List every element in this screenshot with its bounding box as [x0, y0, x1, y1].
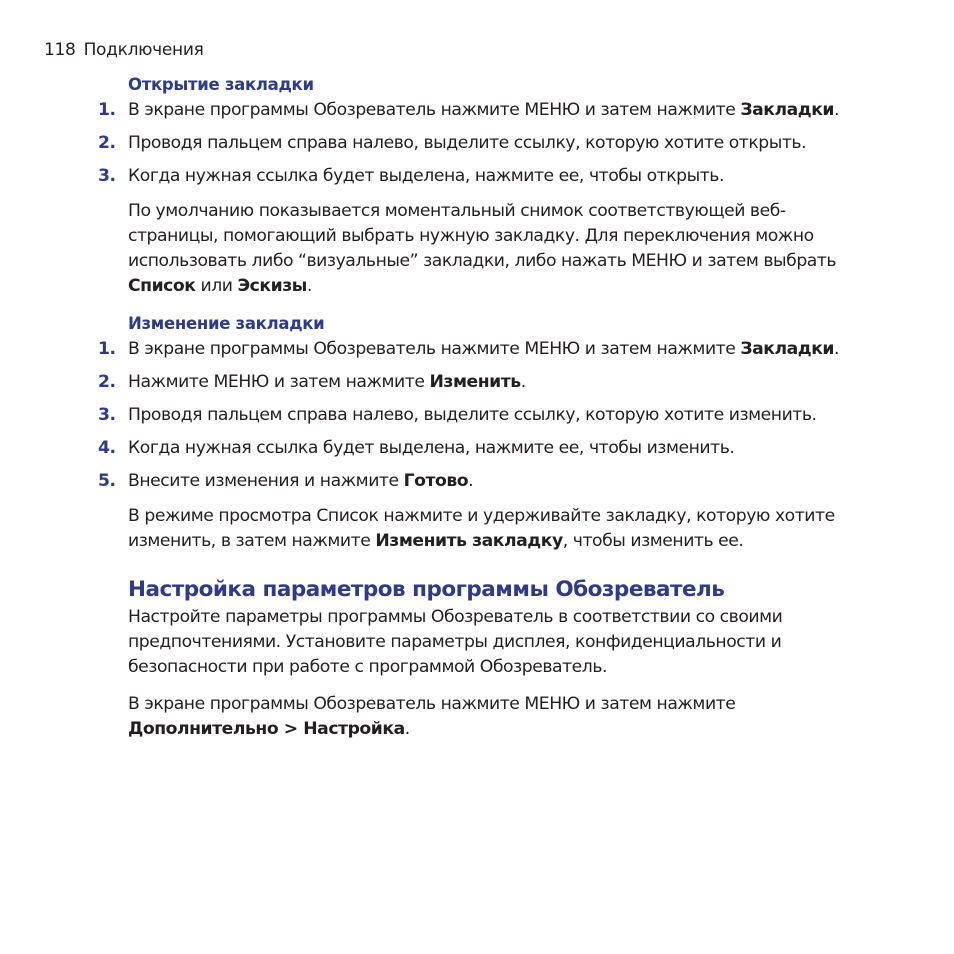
step-text: В экране программы Обозреватель нажмите МЕНЮ и затем нажмите — [128, 339, 741, 359]
step-number: 1. — [98, 339, 116, 359]
page-content — [98, 74, 868, 754]
step-bold: Закладки — [740, 100, 835, 120]
browser-settings-heading: Настройка параметров программы Обозреватель — [128, 577, 725, 602]
step-number: 2. — [98, 133, 116, 153]
step-bold: Готово — [403, 471, 469, 491]
list-item: 1. В экране программы Обозреватель нажмите МЕНЮ и затем нажмите Закладки. — [76, 337, 868, 362]
list-item: 2. Нажмите МЕНЮ и затем нажмите Изменить. — [76, 370, 868, 395]
step-text: Проводя пальцем справа налево, выделите ссылку, которую хотите изменить. — [128, 405, 817, 425]
edit-bookmark-steps — [98, 337, 868, 494]
step-number: 4. — [98, 438, 116, 458]
step-text: Когда нужная ссылка будет выделена, нажмите ее, чтобы изменить. — [128, 438, 735, 458]
step-number: 2. — [98, 372, 116, 392]
step-bold: Изменить — [429, 372, 521, 392]
step-tail: . — [834, 100, 840, 120]
open-bookmark-heading: Открытие закладки — [128, 75, 314, 94]
step-number: 3. — [98, 405, 116, 425]
edit-bookmark-heading: Изменение закладки — [128, 314, 325, 333]
section-title: Подключения — [83, 40, 204, 60]
list-item: 5. Внесите изменения и нажмите Готово. — [76, 469, 868, 494]
open-bookmark-steps — [98, 98, 868, 189]
list-item — [76, 98, 868, 123]
browser-settings-intro: Настройте параметры программы Обозреватель в соответствии со своими предпочтениями. Установите параметры дисплея, конфиденциальности и безопасности при работе с программой Обозреватель. — [128, 607, 783, 677]
open-bookmark-note: По умолчанию показывается моментальный снимок соответствующей веб-страницы, помогающий выбрать нужную закладку. Для переключения можно использовать либо “визуальные” закладки, либо нажать МЕНЮ и затем выбрать Список или Эскизы. — [128, 201, 837, 296]
step-number: 5. — [98, 471, 116, 491]
step-text: Когда нужная ссылка будет выделена, нажмите ее, чтобы открыть. — [128, 166, 724, 186]
step-text: Внесите изменения и нажмите — [128, 471, 404, 491]
edit-bookmark-note: В режиме просмотра Список нажмите и удерживайте закладку, которую хотите изменить, в затем нажмите Изменить закладку, чтобы изменить ее. — [128, 506, 835, 551]
browser-settings-instructions: В экране программы Обозреватель нажмите МЕНЮ и затем нажмите Дополнительно > Настройка. — [128, 694, 736, 739]
step-number: 3. — [98, 166, 116, 186]
step-number: 1. — [98, 100, 116, 120]
page-header — [44, 40, 204, 60]
list-item — [76, 131, 868, 156]
step-bold: Закладки — [740, 339, 835, 359]
list-item — [76, 164, 868, 189]
page-number: 118 — [44, 40, 76, 60]
list-item — [76, 403, 868, 428]
step-text: В экране программы Обозреватель нажмите МЕНЮ и затем нажмите — [128, 100, 741, 120]
step-text: Нажмите МЕНЮ и затем нажмите — [128, 372, 430, 392]
step-text: Проводя пальцем справа налево, выделите ссылку, которую хотите открыть. — [128, 133, 807, 153]
list-item — [76, 436, 868, 461]
